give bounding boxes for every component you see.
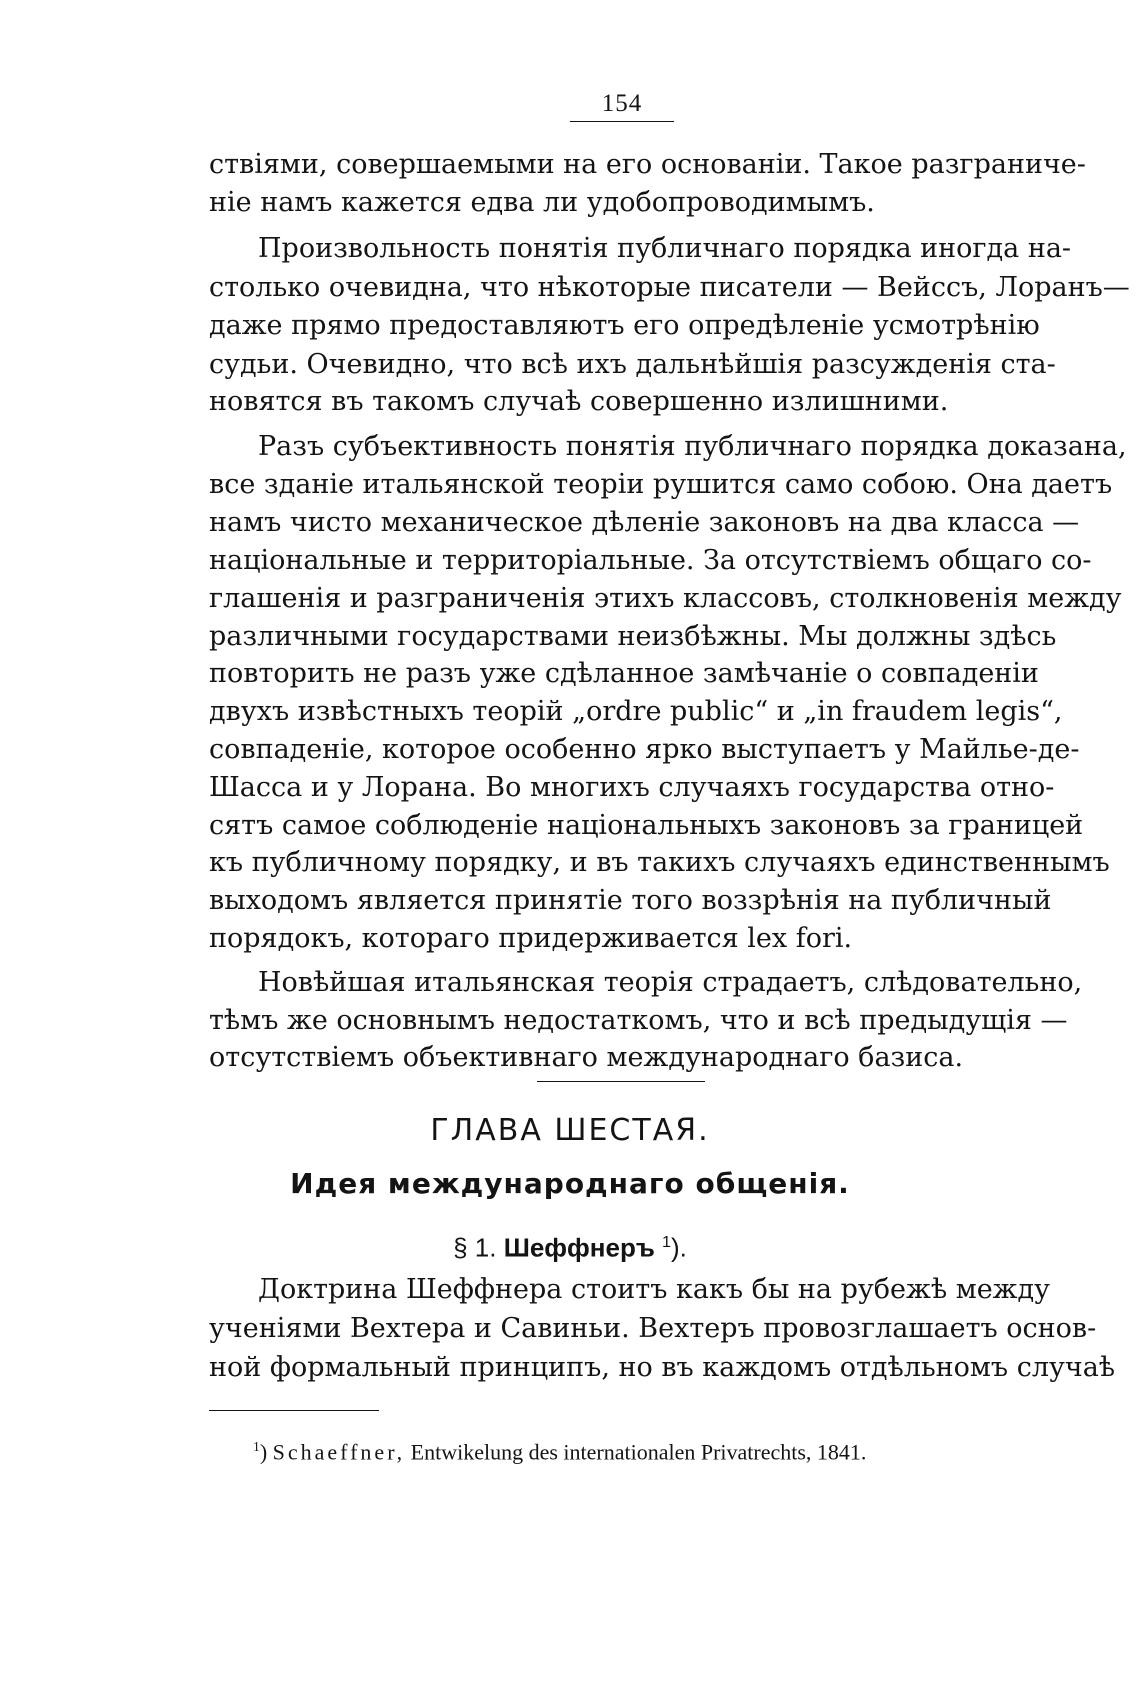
text-line: повторить не разъ уже сдѣланное замѣчаніе о совпаденіи	[209, 658, 1039, 689]
text-line: ствіями, совершаемыми на его основаніи. Такое разграниче-	[209, 149, 1086, 180]
text-line: ніе намъ кажется едва ли удобопроводимымъ.	[209, 187, 875, 218]
text-line: столько очевидна, что нѣкоторые писатели — Вейссъ, Лоранъ—	[209, 272, 1130, 303]
footnote-marker: 1	[253, 1439, 260, 1454]
section-divider	[537, 1081, 705, 1082]
text-line: даже прямо предоставляютъ его опредѣленіе усмотрѣнію	[209, 310, 1040, 341]
text-line: ной формальный принципъ, но въ каждомъ отдѣльномъ случаѣ	[209, 1352, 1116, 1383]
text-line: намъ чисто механическое дѣленіе законовъ на два класса —	[209, 507, 1080, 538]
footnote-reference[interactable]: 1	[662, 1233, 671, 1251]
text-line: сятъ самое соблюденіе національныхъ законовъ за границей	[209, 810, 1084, 841]
text-line: отсутствіемъ объективнаго международнаго базиса.	[209, 1042, 964, 1073]
section-suffix: ).	[671, 1232, 687, 1263]
footnote-divider	[209, 1410, 379, 1411]
footnote-marker-suffix: )	[259, 1439, 268, 1465]
page-number-underline	[570, 121, 674, 122]
text-line: Новѣйшая итальянская теорія страдаетъ, слѣдовательно,	[258, 967, 1083, 998]
chapter-title: Идея международнаго общенія.	[290, 1167, 850, 1200]
chapter-number: ГЛАВА ШЕСТАЯ.	[430, 1113, 710, 1148]
page-number: 154	[601, 90, 643, 117]
text-line: тѣмъ же основнымъ недостаткомъ, что и всѣ предыдущія —	[209, 1005, 1068, 1036]
section-name: Шеффнеръ	[503, 1232, 655, 1263]
text-line: глашенія и разграниченія этихъ классовъ, столкновенія между	[209, 583, 1122, 614]
text-line: Разъ субъективность понятія публичнаго порядка доказана,	[258, 431, 1127, 462]
text-line: Произвольность понятія публичнаго порядка иногда на-	[258, 233, 1072, 264]
footnote	[253, 1427, 1033, 1467]
section-prefix: § 1.	[453, 1232, 497, 1263]
footnote-text: Entwikelung des internationalen Privatrechts, 1841.	[410, 1439, 867, 1465]
text-line: Шасса и у Лорана. Во многихъ случаяхъ государства отно-	[209, 772, 1055, 803]
text-line: новятся въ такомъ случаѣ совершенно излишними.	[209, 386, 949, 417]
text-line: выходомъ является принятіе того воззрѣнія на публичный	[209, 885, 1052, 916]
text-line: порядокъ, котораго придерживается lex fori.	[209, 923, 853, 954]
text-line: судьи. Очевидно, что всѣ ихъ дальнѣйшія разсужденія ста-	[209, 349, 1056, 380]
footnote-author: Schaeffner,	[272, 1439, 406, 1465]
text-line: двухъ извѣстныхъ теорій „ordre public“ и „in fraudem legis“,	[209, 696, 1063, 727]
text-line: къ публичному порядку, и въ такихъ случаяхъ единственнымъ	[209, 847, 1110, 878]
text-line: совпаденіе, которое особенно ярко выступаетъ у Майлье-де-	[209, 734, 1080, 765]
text-line: различными государствами неизбѣжны. Мы должны здѣсь	[209, 621, 1057, 652]
text-line: національные и территоріальные. За отсутствіемъ общаго со-	[209, 545, 1092, 576]
text-line: Доктрина Шеффнера стоитъ какъ бы на рубежѣ между	[258, 1274, 1051, 1305]
section-heading	[0, 1222, 1140, 1268]
text-line: все зданіе итальянской теоріи рушится само собою. Она даетъ	[209, 469, 1113, 500]
text-line: ученіями Вехтера и Савиньи. Вехтеръ провозглашаетъ основ-	[209, 1313, 1097, 1344]
